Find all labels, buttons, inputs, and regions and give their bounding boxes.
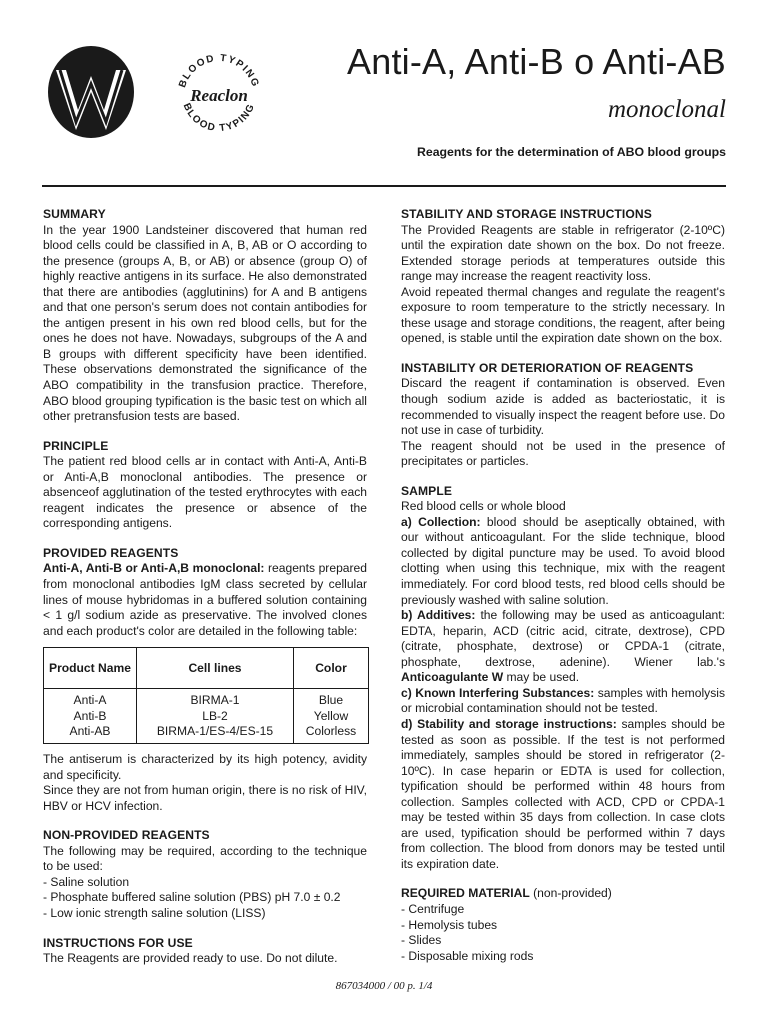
- provided-reagents-bold: Anti-A, Anti-B or Anti-A,B monoclonal:: [43, 561, 265, 576]
- wiener-lab-logo: [46, 44, 136, 140]
- table-cell: Colorless: [305, 723, 357, 738]
- page-title: Anti-A, Anti-B o Anti-AB: [347, 41, 726, 82]
- list-item: - Centrifuge: [401, 901, 465, 916]
- list-item: - Phosphate buffered saline solution (PBS) pH 7.0 ± 0.2: [43, 890, 341, 905]
- principle-text: The patient red blood cells ar in contact with Anti-A, Anti-B or Anti-A,B monoclonal antibodies. The presence or absenceof agglutination of the tested erythrocytes with each reagent indicates the presence or absence of the corresponding antigens.: [43, 454, 367, 531]
- instability-text-1: Discard the reagent if contamination is observed. Even though sodium azide is added as bacteriostatic, it is recommended to visually inspect the reagent before use. Do not use in case of turbidity.: [401, 376, 725, 438]
- interfering-label: c) Known Interfering Substances:: [401, 685, 595, 700]
- provided-reagents-body: reagents prepared from monoclonal antibodies IgM class secreted by cellular lines of mouse hybridomas in a buffered solution containing < 1 g/l sodium azide as preservative. The involved clones and each product's color are detailed in the following table:: [43, 561, 367, 638]
- table-cell: Anti-A: [73, 693, 107, 708]
- sample-stability-label: d) Stability and storage instructions:: [401, 716, 617, 731]
- page-footer: 867034000 / 00 p. 1/4: [335, 980, 433, 992]
- table-header-color: Color: [294, 648, 369, 689]
- provided-reagents-text: [43, 561, 367, 639]
- list-item: - Low ionic strength saline solution (LISS): [43, 906, 266, 921]
- required-material-label: REQUIRED MATERIAL: [401, 886, 530, 901]
- stability-text-1: The Provided Reagents are stable in refrigerator (2-10ºC) until the expiration date shown on the box. Do not freeze. Extended storage periods at temperatures outside this range may increase the reagent reactivity loss.: [401, 222, 725, 284]
- non-provided-heading: NON-PROVIDED REAGENTS: [43, 828, 210, 843]
- page-tagline: Reagents for the determination of ABO blood groups: [416, 145, 726, 159]
- svg-text:BLOOD TYPING: [177, 53, 261, 89]
- additives-label: b) Additives:: [401, 608, 476, 623]
- table-header-product: Product Name: [44, 648, 137, 689]
- stability-text-2: Avoid repeated thermal changes and regulate the reagent's exposure to room temperature to the strictly necessary. In these usage and storage conditions, the reagent, after being opened, is stable until the expiration date shown on the box.: [401, 284, 725, 346]
- origin-text: Since they are not from human origin, there is no risk of HIV, HBV or HCV infection.: [43, 783, 367, 813]
- collection-text: blood should be aseptically obtained, with our without anticoagulant. For the slide technique, blood collected by digital puncture may be used. To avoid blood clotting when using this technique, mix with the reagent immediately. For cord blood tests, red blood cells should be previously washed with saline solution.: [401, 514, 725, 607]
- interfering-text: samples with hemolysis or microbial contamination should not be tested.: [401, 685, 725, 716]
- table-row: [44, 689, 369, 744]
- header-divider: [42, 185, 726, 187]
- instability-heading: INSTABILITY OR DETERIORATION OF REAGENTS: [401, 360, 694, 375]
- table-cell: Anti-B: [73, 708, 107, 723]
- instructions-heading: INSTRUCTIONS FOR USE: [43, 935, 193, 950]
- colors-cell: [294, 689, 369, 744]
- table-cell: Blue: [318, 693, 344, 708]
- required-material-heading: [401, 886, 725, 902]
- sample-interfering: [401, 686, 725, 717]
- seal-center-text: Reaclon: [190, 86, 248, 105]
- product-names-cell: [44, 689, 137, 744]
- sample-additives: [401, 608, 725, 686]
- seal-bottom-text: BLOOD TYPING: [180, 101, 258, 135]
- instability-text-2: The reagent should not be used in the presence of precipitates or particles.: [401, 438, 725, 469]
- list-item: - Hemolysis tubes: [401, 917, 498, 932]
- sample-stability: [401, 717, 725, 872]
- antiserum-text: The antiserum is characterized by its high potency, avidity and specificity.: [43, 752, 367, 782]
- right-column: [401, 207, 725, 964]
- summary-text: In the year 1900 Landsteiner discovered that human red blood cells could be classified in A, B, AB or O according to the presence (groups A, B, or AB) or absence (group O) of highly reactive antigens in its surface. He also demonstrated that there are antibodies (agglutinins) for A and B antigens and that one person's serum does not contain antibodies for the antigen present in his own red blood cells, but for the ones he does not have. Nowadays, subgroups of the A and B groups with different specificity have been identified. These observations demonstrated the significance of the ABO compatibility in the transfusion practice. Therefore, ABO blood grouping typification is the basic test on which all other pretransfusion tests are based.: [43, 222, 367, 424]
- table-header-row: [44, 648, 369, 689]
- list-item: - Disposable mixing rods: [401, 948, 534, 963]
- table-cell: Yellow: [313, 708, 349, 723]
- instructions-text: The Reagents are provided ready to use. Do not dilute.: [43, 951, 338, 966]
- table-cell: Anti-AB: [69, 723, 111, 738]
- page-subtitle: monoclonal: [607, 96, 726, 123]
- table-cell: BIRMA-1: [190, 693, 240, 708]
- sample-collection: [401, 515, 725, 608]
- blood-typing-seal: [170, 44, 268, 142]
- stability-heading: STABILITY AND STORAGE INSTRUCTIONS: [401, 207, 652, 221]
- table-cell: LB-2: [202, 708, 228, 723]
- left-column: [43, 207, 367, 967]
- required-material-note: (non-provided): [529, 886, 612, 901]
- sample-stability-text: samples should be tested as soon as possible. If the test is not performed immediately, samples should be stored in refrigerator (2-10ºC). In case heparin or EDTA is used for collection, typification should be performed within 48 hours from collection. Samples collected with ACD, CPD or CPDA-1 may be tested within 35 days from collection. In case clots are used, typification should be performed within 7 days from collection. The blood from donors may be tested until its expiration date.: [401, 716, 725, 871]
- svg-text:BLOOD TYPING: [181, 102, 258, 135]
- list-item: - Saline solution: [43, 874, 130, 889]
- summary-heading: SUMMARY: [43, 207, 106, 221]
- additives-end: may be used.: [503, 670, 580, 685]
- principle-heading: PRINCIPLE: [43, 438, 109, 453]
- non-provided-intro: The following may be required, according to the technique to be used:: [43, 843, 367, 874]
- table-header-cell-lines: Cell lines: [137, 648, 294, 689]
- list-item: - Slides: [401, 933, 442, 948]
- seal-top-text: BLOOD TYPING: [177, 52, 261, 90]
- sample-heading: SAMPLE: [401, 483, 452, 498]
- reagents-table: [43, 647, 369, 744]
- cell-lines-cell: [137, 689, 294, 744]
- sample-intro: Red blood cells or whole blood: [401, 499, 566, 514]
- table-cell: BIRMA-1/ES-4/ES-15: [156, 723, 274, 738]
- provided-reagents-heading: PROVIDED REAGENTS: [43, 545, 179, 560]
- anticoagulant-brand: Anticoagulante W: [401, 670, 504, 685]
- collection-label: a) Collection:: [401, 514, 481, 529]
- additives-text: the following may be used as anticoagulant: EDTA, heparin, ACD (citric acid, citrate, dextrose), CPD (citrate, phosphate, dextrose) or CPDA-1 (citrate, phosphate, dextrose, adenine). Wiener lab.'s: [401, 608, 725, 669]
